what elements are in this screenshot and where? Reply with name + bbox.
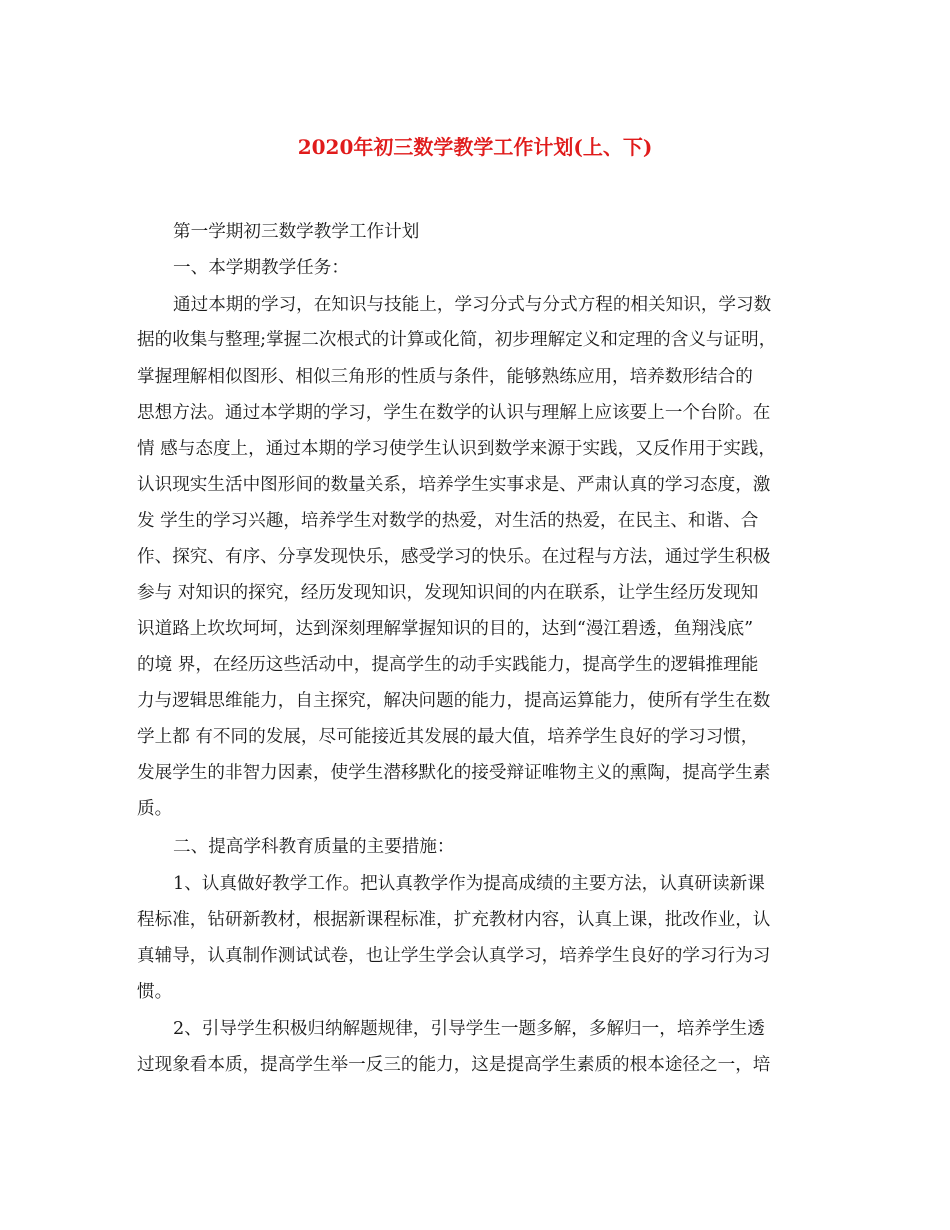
paragraph-line: 力与逻辑思维能力，自主探究，解决问题的能力，提高运算能力，使所有学生在数	[137, 691, 771, 711]
paragraph-line: 真辅导，认真制作测试试卷，也让学生学会认真学习，培养学生良好的学习行为习	[137, 946, 771, 966]
paragraph-line: 程标准，钻研新教材，根据新课程标准，扩充教材内容，认真上课，批改作业，认	[137, 910, 771, 930]
paragraph-line: 2、引导学生积极归纳解题规律，引导学生一题多解，多解归一，培养学生透	[173, 1019, 765, 1039]
paragraph-line: 情 感与态度上，通过本期的学习使学生认识到数学来源于实践，又反作用于实践，	[137, 439, 776, 459]
paragraph-line: 过现象看本质，提高学生举一反三的能力，这是提高学生素质的根本途径之一，培	[137, 1055, 771, 1075]
paragraph-line: 的境 界，在经历这些活动中，提高学生的动手实践能力，提高学生的逻辑推理能	[137, 655, 759, 675]
paragraph-line: 发 学生的学习兴趣，培养学生对数学的热爱，对生活的热爱，在民主、和谐、合	[137, 511, 759, 531]
document-title: 2020年初三数学教学工作计划(上、下)	[297, 135, 653, 159]
paragraph-line: 识道路上坎坎坷坷，达到深刻理解掌握知识的目的，达到“漫江碧透，鱼翔浅底”	[137, 619, 754, 639]
paragraph-line: 惯。	[137, 982, 173, 1002]
paragraph-line: 学上都 有不同的发展，尽可能接近其发展的最大值，培养学生良好的学习习惯，	[137, 727, 759, 747]
paragraph-line: 作、探究、有序、分享发现快乐，感受学习的快乐。在过程与方法，通过学生积极	[137, 547, 771, 567]
paragraph-line: 发展学生的非智力因素，使学生潜移默化的接受辩证唯物主义的熏陶，提高学生素	[137, 763, 771, 783]
section-heading-measures: 二、提高学科教育质量的主要措施：	[173, 837, 455, 857]
paragraph-line: 质。	[137, 799, 173, 819]
section-heading-semester: 第一学期初三数学教学工作计划	[173, 222, 420, 242]
paragraph-line: 思想方法。通过本学期的学习，学生在数学的认识与理解上应该要上一个台阶。在	[137, 403, 771, 423]
paragraph-line: 据的收集与整理;掌握二次根式的计算或化简，初步理解定义和定理的含义与证明，	[137, 330, 777, 350]
paragraph-line: 认识现实生活中图形间的数量关系，培养学生实事求是、严肃认真的学习态度，激	[137, 475, 771, 495]
paragraph-line: 1、认真做好教学工作。把认真教学作为提高成绩的主要方法，认真研读新课	[173, 874, 765, 894]
section-heading-tasks: 一、本学期教学任务：	[173, 258, 349, 278]
paragraph-line: 通过本期的学习，在知识与技能上，学习分式与分式方程的相关知识，学习数	[173, 295, 772, 315]
paragraph-line: 参与 对知识的探究，经历发现知识，发现知识间的内在联系，让学生经历发现知	[137, 583, 759, 603]
paragraph-line: 掌握理解相似图形、相似三角形的性质与条件，能够熟练应用，培养数形结合的	[137, 367, 753, 387]
